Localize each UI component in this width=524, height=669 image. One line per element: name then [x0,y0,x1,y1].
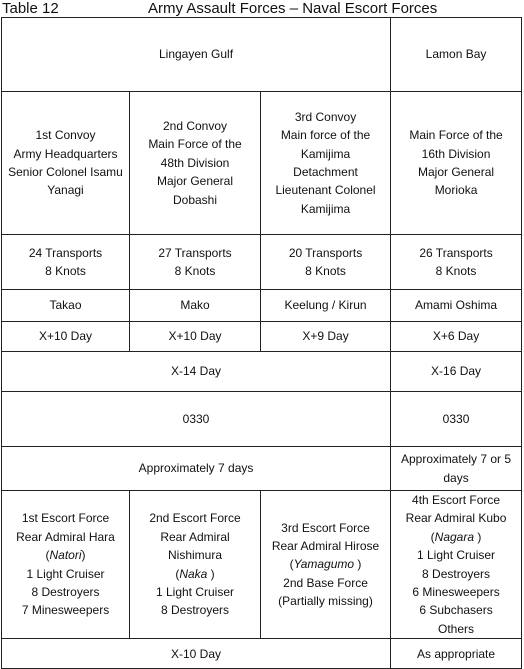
flagship-name: Naka [179,566,208,581]
transports-cell: 27 Transports 8 Knots [130,235,261,290]
transports-cell: 20 Transports 8 Knots [261,235,391,290]
flagship-name: Nagara [434,529,475,544]
escort-forces-table [1,17,522,669]
departure-day-cell: X+10 Day [2,322,130,352]
convoy-2-cell: 2nd Convoy Main Force of the 48th Division Major General Dobashi [130,92,261,235]
port-cell: Amami Oshima [391,290,522,322]
escort-force-4-cell: 4th Escort Force Rear Admiral Kubo (Nagara ) 1 Light Cruiser 8 Destroyers 6 Minesweepers 6 Subchasers Others [391,491,522,639]
port-cell: Takao [2,290,130,322]
port-cell: Mako [130,290,261,322]
flagship-name: Yamagumo [293,557,355,572]
table-title: Army Assault Forces – Naval Escort Forces [148,0,438,17]
final-lingayen: X-10 Day [2,639,391,669]
table-caption [0,0,524,17]
table-row [2,447,522,491]
table-row [2,639,522,669]
escort-force-2-cell: 2nd Escort Force Rear Admiral Nishimura (Naka ) 1 Light Cruiser 8 Destroyers [130,491,261,639]
time-lingayen: 0330 [2,392,391,447]
transports-cell: 26 Transports 8 Knots [391,235,522,290]
header-lamon-bay: Lamon Bay [391,18,522,92]
convoy-1-cell: 1st Convoy Army Headquarters Senior Colonel Isamu Yanagi [2,92,130,235]
table-row [2,290,522,322]
x-day-lingayen: X-14 Day [2,352,391,392]
duration-lingayen: Approximately 7 days [2,447,391,491]
escort-force-1-cell: 1st Escort Force Rear Admiral Hara (Natori) 1 Light Cruiser 8 Destroyers 7 Minesweepers [2,491,130,639]
convoy-3-cell: 3rd Convoy Main force of the Kamijima Detachment Lieutenant Colonel Kamijima [261,92,391,235]
departure-day-cell: X+6 Day [391,322,522,352]
table-row [2,92,522,235]
departure-day-cell: X+10 Day [130,322,261,352]
table-row [2,392,522,447]
header-lingayen-gulf: Lingayen Gulf [2,18,391,92]
table-row [2,352,522,392]
table-row [2,18,522,92]
table-row [2,235,522,290]
transports-cell: 24 Transports 8 Knots [2,235,130,290]
convoy-4-cell: Main Force of the 16th Division Major General Morioka [391,92,522,235]
departure-day-cell: X+9 Day [261,322,391,352]
port-cell: Keelung / Kirun [261,290,391,322]
flagship-name: Natori [49,548,82,563]
table-row [2,491,522,639]
table-row [2,322,522,352]
x-day-lamon: X-16 Day [391,352,522,392]
duration-lamon: Approximately 7 or 5 days [391,447,522,491]
escort-force-3-cell: 3rd Escort Force Rear Admiral Hirose (Yamagumo ) 2nd Base Force (Partially missing) [261,491,391,639]
time-lamon: 0330 [391,392,522,447]
table-number: Table 12 [2,0,59,17]
final-lamon: As appropriate [391,639,522,669]
